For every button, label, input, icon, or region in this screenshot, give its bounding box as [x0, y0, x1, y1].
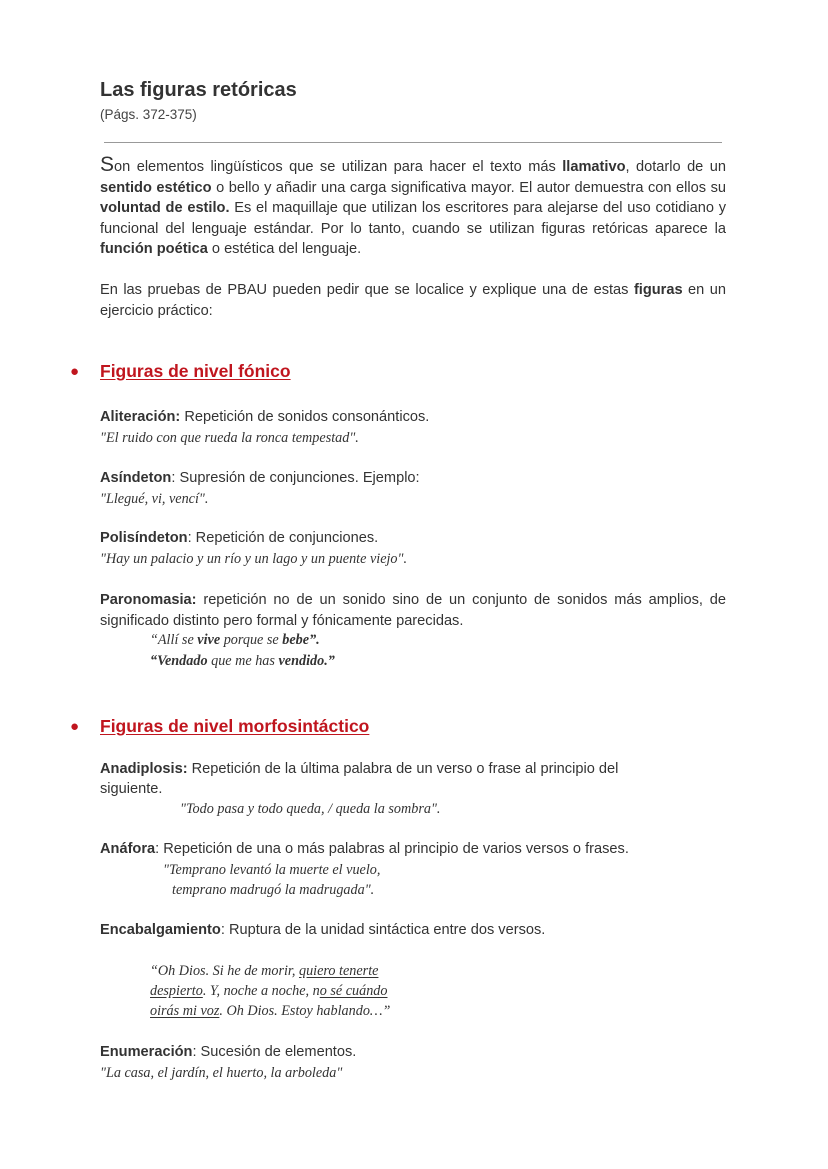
term-asindeton: Asíndeton: Supresión de conjunciones. Ejemplo:	[100, 470, 420, 486]
section-heading-fonico: Figuras de nivel fónico	[100, 361, 291, 381]
term-aliteracion: Aliteración: Repetición de sonidos consonánticos.	[100, 409, 430, 425]
drop-cap: S	[100, 153, 115, 176]
example-anafora-1: "Temprano levantó la muerte el vuelo,	[163, 862, 381, 878]
term-enumeracion: Enumeración: Sucesión de elementos.	[100, 1044, 357, 1060]
example-paronomasia-2: “Vendado que me has vendido.”	[150, 653, 335, 669]
term-encabalgamiento: Encabalgamiento: Ruptura de la unidad sintáctica entre dos versos.	[100, 922, 546, 938]
example-encabalgamiento-3: oirás mi voz. Oh Dios. Estoy hablando…”	[150, 1003, 391, 1019]
term-paronomasia: Paronomasia: repetición no de un sonido sino de un conjunto de sonidos más amplios, de significado distinto pero formal y fónicamente parecidas.	[100, 592, 726, 629]
example-anafora-2: temprano madrugó la madrugada".	[172, 882, 375, 898]
term-anadiplosis-cont: siguiente.	[100, 781, 163, 797]
page-reference: (Págs. 372-375)	[100, 107, 197, 122]
example-polisindeton: "Hay un palacio y un río y un lago y un puente viejo".	[100, 551, 408, 567]
example-encabalgamiento-2: despierto. Y, noche a noche, no sé cuándo	[150, 983, 388, 999]
example-paronomasia-1: “Allí se vive porque se bebe”.	[150, 632, 320, 648]
bullet-icon: ●	[70, 718, 80, 735]
term-polisindeton: Polisíndeton: Repetición de conjunciones.	[100, 530, 379, 546]
section-heading-morfosintactico: Figuras de nivel morfosintáctico	[100, 716, 370, 736]
example-aliteracion: "El ruido con que rueda la ronca tempestad".	[100, 430, 359, 446]
page-title: Las figuras retóricas	[100, 79, 297, 101]
term-anadiplosis: Anadiplosis: Repetición de la última palabra de un verso o frase al principio del	[100, 761, 619, 777]
bullet-icon: ●	[70, 363, 80, 380]
example-enumeracion: "La casa, el jardín, el huerto, la arboleda"	[100, 1065, 343, 1081]
pbau-paragraph: En las pruebas de PBAU pueden pedir que se localice y explique una de estas figuras en un ejercicio práctico:	[100, 282, 726, 319]
example-asindeton: "Llegué, vi, vencí".	[100, 491, 209, 507]
intro-paragraph: Son elementos lingüísticos que se utilizan para hacer el texto más llamativo, dotarlo de un sentido estético o bello y añadir una carga significativa mayor. El autor demuestra con ellos su voluntad de estilo. Es el maquillaje que utilizan los escritores para alejarse del uso cotidiano y funcional del lenguaje estándar. Por lo tanto, cuando se utilizan figuras retóricas aparece la función poética o estética del lenguaje.	[100, 153, 726, 258]
example-encabalgamiento-1: “Oh Dios. Si he de morir, quiero tenerte	[150, 963, 379, 979]
example-anadiplosis: "Todo pasa y todo queda, / queda la sombra".	[180, 801, 441, 817]
term-anafora: Anáfora: Repetición de una o más palabras al principio de varios versos o frases.	[100, 841, 629, 857]
horizontal-rule	[104, 142, 722, 143]
